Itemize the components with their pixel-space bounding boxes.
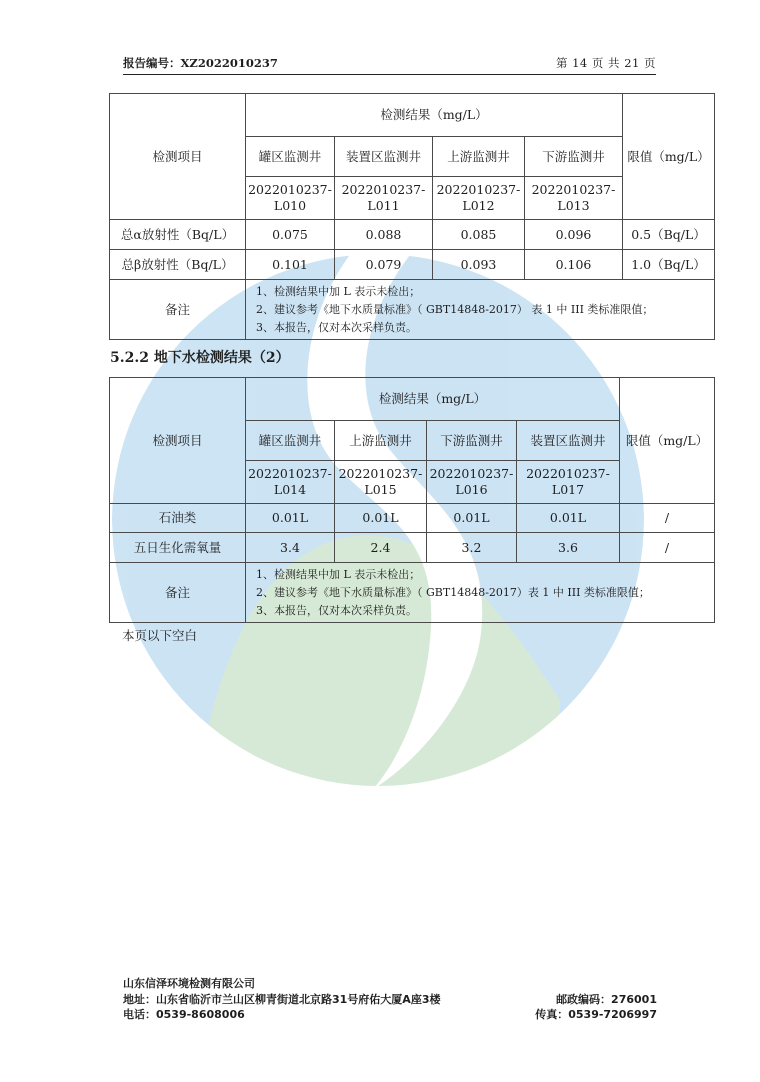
sample-id-suffix: L017 xyxy=(551,482,585,497)
sample-id-cell xyxy=(517,461,620,504)
site-cell: 上游监测井 xyxy=(335,421,427,461)
sample-id-cell xyxy=(246,461,335,504)
report-number: 报告编号：XZ2022010237 xyxy=(123,56,278,70)
site-cell: 上游监测井 xyxy=(433,137,525,177)
value-cell: 0.075 xyxy=(246,220,335,250)
sample-id-suffix: L012 xyxy=(462,198,495,213)
value-cell: 2.4 xyxy=(335,533,427,563)
results-table-1 xyxy=(109,93,715,340)
value-cell: 0.01L xyxy=(517,504,620,533)
table-header-row xyxy=(110,94,715,137)
sample-id-cell xyxy=(433,177,525,220)
value-cell: 0.01L xyxy=(427,504,517,533)
remark-line: 3、本报告，仅对本次采样负责。 xyxy=(256,320,417,334)
remarks-label: 备注 xyxy=(110,280,246,340)
value-cell: 0.101 xyxy=(246,250,335,280)
site-cell: 罐区监测井 xyxy=(246,421,335,461)
table-row xyxy=(110,250,715,280)
remark-line: 1、检测结果中加 L 表示未检出； xyxy=(256,567,421,581)
site-cell: 下游监测井 xyxy=(427,421,517,461)
sample-id-prefix: 2022010237- xyxy=(429,466,514,481)
remark-line: 2、建议参考《地下水质量标准》（ GBT14848-2017） 表 1 中 III 类标准限值； xyxy=(256,302,654,316)
item-cell: 五日生化需氧量 xyxy=(110,533,246,563)
table-header-row xyxy=(110,378,715,421)
item-cell: 总β放射性（Bq/L） xyxy=(110,250,246,280)
value-cell: 0.096 xyxy=(525,220,623,250)
item-cell: 总α放射性（Bq/L） xyxy=(110,220,246,250)
footer-company: 山东信泽环境检测有限公司 xyxy=(123,977,255,990)
page-indicator: 第 14 页 共 21 页 xyxy=(555,56,656,70)
site-cell: 装置区监测井 xyxy=(517,421,620,461)
remarks-row xyxy=(110,280,715,340)
results-table-2 xyxy=(109,377,715,623)
sample-id-prefix: 2022010237- xyxy=(248,466,332,481)
sample-id-suffix: L013 xyxy=(557,198,590,213)
remarks-label: 备注 xyxy=(110,563,246,623)
sample-id-prefix: 2022010237- xyxy=(338,466,423,481)
value-cell: 3.4 xyxy=(246,533,335,563)
value-cell: 0.01L xyxy=(335,504,427,533)
header-limit: 限值（mg/L） xyxy=(620,378,715,504)
value-cell: 0.01L xyxy=(246,504,335,533)
site-cell: 罐区监测井 xyxy=(246,137,335,177)
sample-id-suffix: L015 xyxy=(364,482,397,497)
remarks-cell xyxy=(246,563,715,623)
header-limit: 限值（mg/L） xyxy=(623,94,715,220)
footer-contact-line xyxy=(123,1006,657,1022)
remark-line: 2、建议参考《地下水质量标准》（ GBT14848-2017）表 1 中 III 类标准限值； xyxy=(256,585,650,599)
page-header xyxy=(123,55,656,75)
site-cell: 下游监测井 xyxy=(525,137,623,177)
sample-id-cell xyxy=(525,177,623,220)
limit-cell: / xyxy=(620,533,715,563)
sample-id-prefix: 2022010237- xyxy=(248,182,332,197)
remarks-cell xyxy=(246,280,715,340)
sample-id-cell xyxy=(246,177,335,220)
sample-id-suffix: L011 xyxy=(367,198,400,213)
footer-address: 地址：山东省临沂市兰山区柳青街道北京路31号府佑大厦A座3楼 xyxy=(123,993,441,1006)
sample-id-suffix: L014 xyxy=(273,482,307,497)
value-cell: 0.079 xyxy=(335,250,433,280)
header-result-group: 检测结果（mg/L） xyxy=(246,94,623,137)
table-row xyxy=(110,533,715,563)
footer-phone: 电话：0539-8608006 xyxy=(123,1008,245,1021)
sample-id-prefix: 2022010237- xyxy=(526,466,610,481)
remarks-row xyxy=(110,563,715,623)
value-cell: 0.106 xyxy=(525,250,623,280)
header-item: 检测项目 xyxy=(110,378,246,504)
sample-id-suffix: L016 xyxy=(455,482,488,497)
value-cell: 0.088 xyxy=(335,220,433,250)
footer-fax: 传真：0539-7206997 xyxy=(535,1008,657,1021)
value-cell: 3.6 xyxy=(517,533,620,563)
header-item: 检测项目 xyxy=(110,94,246,220)
remark-line: 1、检测结果中加 L 表示未检出； xyxy=(256,284,421,298)
value-cell: 0.085 xyxy=(433,220,525,250)
site-cell: 装置区监测井 xyxy=(335,137,433,177)
header-result-group: 检测结果（mg/L） xyxy=(246,378,620,421)
value-cell: 0.093 xyxy=(433,250,525,280)
sample-id-prefix: 2022010237- xyxy=(531,182,616,197)
sample-id-cell xyxy=(427,461,517,504)
sample-id-prefix: 2022010237- xyxy=(436,182,521,197)
limit-cell: 1.0（Bq/L） xyxy=(623,250,715,280)
item-cell: 石油类 xyxy=(110,504,246,533)
table-row xyxy=(110,220,715,250)
table-row xyxy=(110,504,715,533)
sample-id-prefix: 2022010237- xyxy=(341,182,426,197)
limit-cell: 0.5（Bq/L） xyxy=(623,220,715,250)
blank-page-note: 本页以下空白 xyxy=(122,628,198,643)
sample-id-suffix: L010 xyxy=(273,198,307,213)
footer-address-line xyxy=(123,991,657,1007)
value-cell: 3.2 xyxy=(427,533,517,563)
remark-line: 3、本报告，仅对本次采样负责。 xyxy=(256,603,417,617)
sample-id-cell xyxy=(335,461,427,504)
footer-postcode: 邮政编码：276001 xyxy=(556,993,657,1006)
sample-id-cell xyxy=(335,177,433,220)
section-title: 5.2.2 地下水检测结果（2） xyxy=(110,350,290,366)
limit-cell: / xyxy=(620,504,715,533)
